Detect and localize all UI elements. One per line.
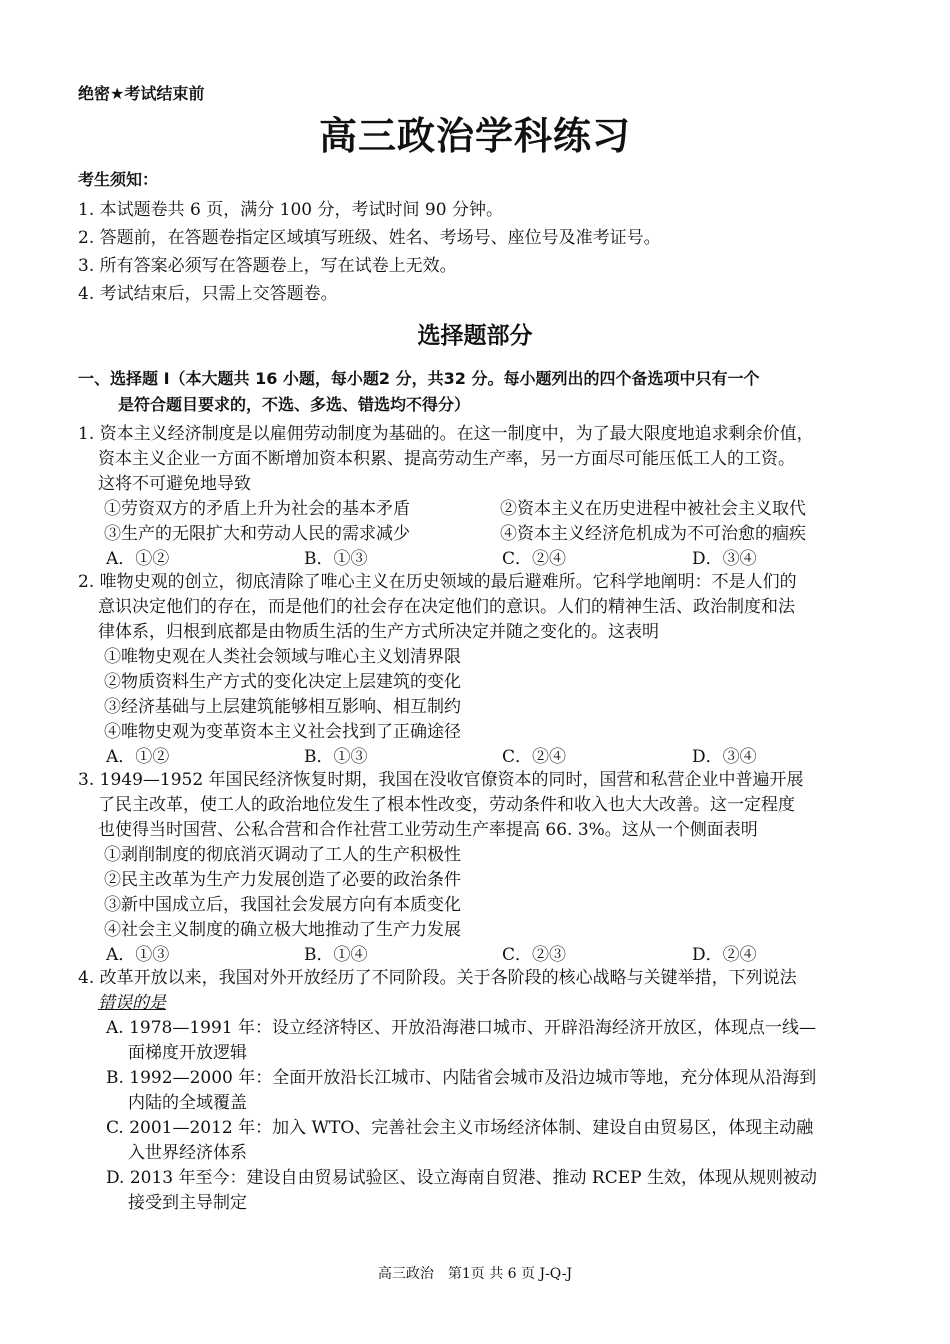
stem-line: 也使得当时国营、公私合营和合作社营工业劳动生产率提高 66. 3%。这从一个侧面表明 (98, 820, 758, 840)
choice-b: B．①③ (304, 549, 368, 569)
answer-choices (78, 547, 878, 572)
stem-line: 1. 资本主义经济制度是以雇佣劳动制度为基础的。在这一制度中，为了最大限度地追求剩余价值， (78, 424, 814, 444)
notice-item: 1. 本试题卷共 6 页，满分 100 分，考试时间 90 分钟。 (78, 200, 503, 220)
choice-c: C．②③ (502, 945, 567, 965)
part-line-1: 一、选择题 I（本大题共 16 小题，每小题2 分，共32 分。每小题列出的四个备选项中只有一个 (78, 369, 760, 388)
notice-heading: 考生须知： (78, 170, 159, 189)
statement: ①剥削制度的彻底消灭调动了工人的生产积极性 (104, 845, 461, 865)
statement: ①劳资双方的矛盾上升为社会的基本矛盾 (104, 499, 410, 519)
notice-list (78, 196, 661, 308)
choice-c: C．②④ (502, 549, 567, 569)
part-instructions (78, 366, 878, 418)
choice-b: B．①③ (304, 747, 368, 767)
emphasis-text: 错误的是 (98, 993, 166, 1013)
statement: ④资本主义经济危机成为不可治愈的痼疾 (500, 524, 806, 544)
stem-line: 这将不可避免地导致 (98, 474, 251, 494)
statement-list (78, 497, 878, 547)
choice-d: D．②④ (692, 945, 757, 965)
question-2 (78, 570, 878, 770)
stem-line: 4. 改革开放以来，我国对外开放经历了不同阶段。关于各阶段的核心战略与关键举措，下列说法 (78, 968, 797, 988)
statement: ①唯物史观在人类社会领域与唯心主义划清界限 (104, 647, 461, 667)
page-footer: 高三政治 第1页 共 6 页 J-Q-J (377, 1266, 573, 1282)
statement: ②物质资料生产方式的变化决定上层建筑的变化 (104, 672, 461, 692)
option-d (78, 1166, 878, 1216)
question-stem (78, 422, 878, 497)
question-stem (78, 768, 878, 843)
question-4 (78, 966, 878, 1216)
confidential-label: 绝密★考试结束前 (78, 84, 205, 103)
question-1 (78, 422, 878, 572)
choice-a: A．①③ (106, 945, 170, 965)
stem-line: 律体系，归根到底都是由物质生活的生产方式所决定并随之变化的。这表明 (98, 622, 659, 642)
option-c (78, 1116, 878, 1166)
notice-item: 3. 所有答案必须写在答题卷上，写在试卷上无效。 (78, 256, 457, 276)
choice-d: D．③④ (692, 549, 757, 569)
choice-c: C．②④ (502, 747, 567, 767)
option-line: 入世界经济体系 (128, 1143, 247, 1163)
question-stem (78, 570, 878, 645)
choice-b: B．①④ (304, 945, 368, 965)
choice-a: A．①② (106, 747, 170, 767)
question-stem (78, 966, 878, 1016)
statement: ③经济基础与上层建筑能够相互影响、相互制约 (104, 697, 461, 717)
section-title: 选择题部分 (417, 322, 533, 349)
option-a (78, 1016, 878, 1066)
choice-d: D．③④ (692, 747, 757, 767)
notice-item: 4. 考试结束后，只需上交答题卷。 (78, 284, 338, 304)
option-line: C. 2001—2012 年：加入 WTO、完善社会主义市场经济体制、建设自由贸易区，体现主动融 (106, 1118, 814, 1138)
notice-item: 2. 答题前，在答题卷指定区域填写班级、姓名、考场号、座位号及准考证号。 (78, 228, 661, 248)
part-line-2: 是符合题目要求的，不选、多选、错选均不得分） (118, 395, 471, 414)
option-line: A. 1978—1991 年：设立经济特区、开放沿海港口城市、开辟沿海经济开放区，体现点一线— (106, 1018, 817, 1038)
option-line: 内陆的全域覆盖 (128, 1093, 247, 1113)
statement: ②资本主义在历史进程中被社会主义取代 (500, 499, 806, 519)
statement: ④社会主义制度的确立极大地推动了生产力发展 (104, 920, 461, 940)
stem-line: 了民主改革，使工人的政治地位发生了根本性改变，劳动条件和收入也大大改善。这一定程度 (98, 795, 795, 815)
question-3 (78, 768, 878, 968)
page-title: 高三政治学科练习 (318, 113, 631, 158)
statement: ③生产的无限扩大和劳动人民的需求减少 (104, 524, 410, 544)
choice-a: A．①② (106, 549, 170, 569)
answer-choices (78, 745, 878, 770)
option-line: 面梯度开放逻辑 (128, 1043, 247, 1063)
statement: ②民主改革为生产力发展创造了必要的政治条件 (104, 870, 461, 890)
option-line: 接受到主导制定 (128, 1193, 247, 1213)
option-b (78, 1066, 878, 1116)
stem-line: 3. 1949—1952 年国民经济恢复时期，我国在没收官僚资本的同时，国营和私营企业中普遍开展 (78, 770, 804, 790)
statement: ③新中国成立后，我国社会发展方向有本质变化 (104, 895, 461, 915)
option-line: D. 2013 年至今：建设自由贸易试验区、设立海南自贸港、推动 RCEP 生效，体现从规则被动 (106, 1168, 817, 1188)
stem-line: 资本主义企业一方面不断增加资本积累、提高劳动生产率，另一方面尽可能压低工人的工资。 (98, 449, 795, 469)
answer-choices (78, 943, 878, 968)
stem-line: 意识决定他们的存在，而是他们的社会存在决定他们的意识。人们的精神生活、政治制度和法 (98, 597, 795, 617)
stem-line: 2. 唯物史观的创立，彻底清除了唯心主义在历史领域的最后避难所。它科学地阐明：不是人们的 (78, 572, 797, 592)
option-line: B. 1992—2000 年：全面开放沿长江城市、内陆省会城市及沿边城市等地，充分体现从沿海到 (106, 1068, 817, 1088)
statement: ④唯物史观为变革资本主义社会找到了正确途径 (104, 722, 461, 742)
